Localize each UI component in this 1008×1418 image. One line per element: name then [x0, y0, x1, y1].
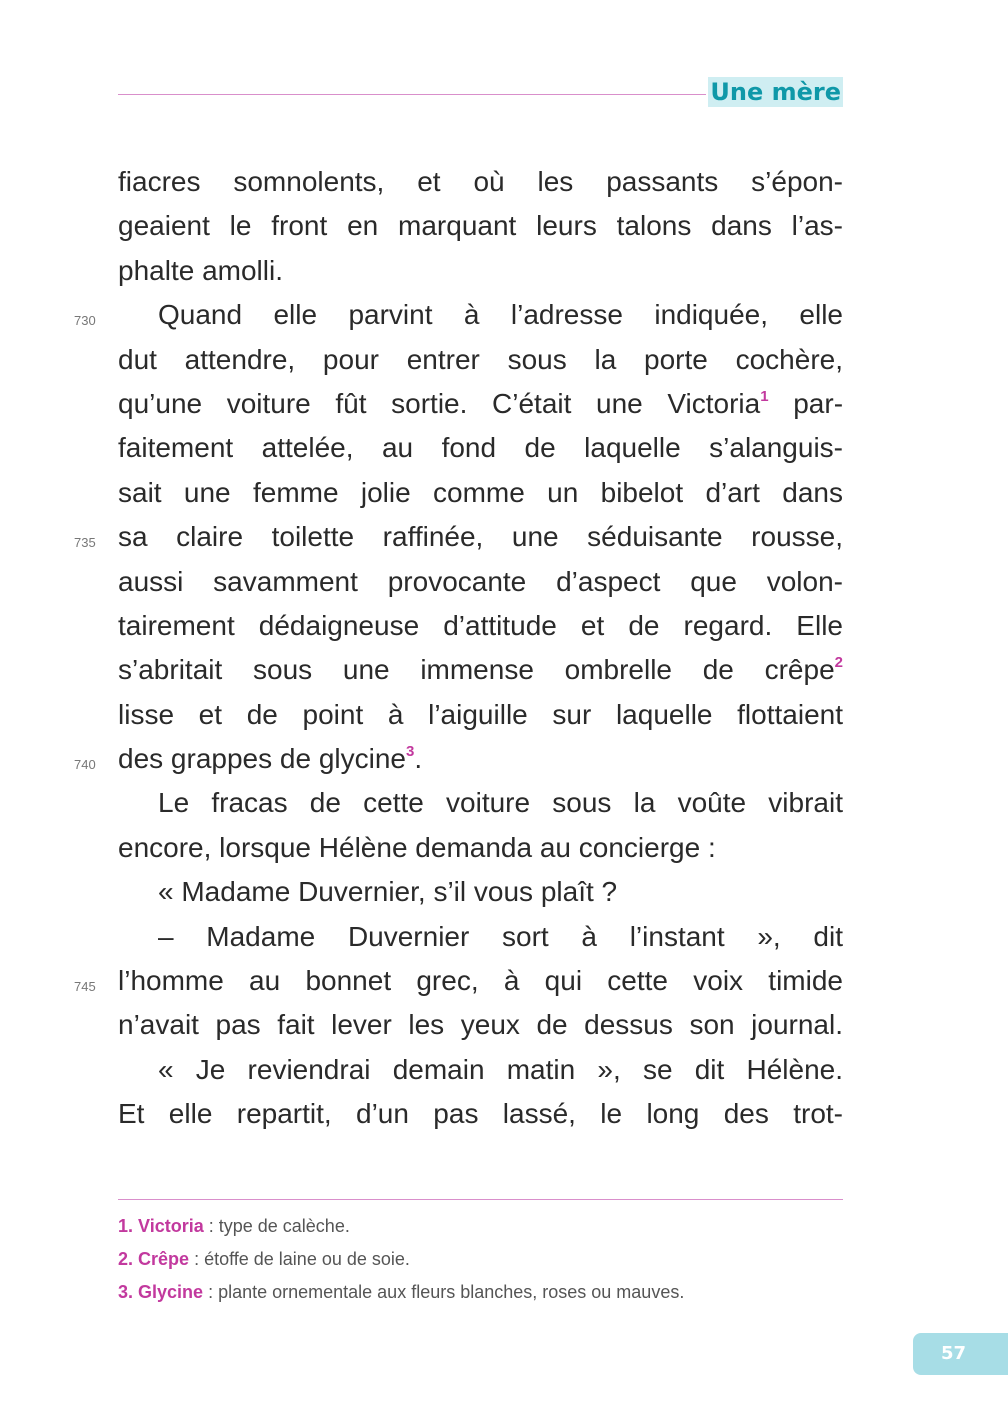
text-segment: qu’une voiture fût sortie. C’était une Victoria: [118, 387, 761, 419]
text-line: lisse et de point à l’aiguille sur laquelle flottaient: [118, 698, 843, 730]
text-segment: des grappes de glycine: [118, 743, 406, 775]
text-line: [118, 737, 843, 781]
line-number: 730: [74, 313, 96, 328]
text-line: n’avait pas fait lever les yeux de dessus son journal.: [118, 1009, 843, 1041]
footnote-mark[interactable]: 2: [834, 654, 843, 672]
footnote-mark[interactable]: 3: [405, 743, 415, 761]
text-line: – Madame Duvernier sort à l’instant », dit: [158, 920, 843, 952]
text-line: « Je reviendrai demain matin », se dit Hélène.: [158, 1053, 843, 1085]
line-number: 745: [74, 979, 96, 994]
text-segment: .: [414, 743, 423, 775]
footnote-term: Glycine: [138, 1282, 204, 1302]
text-line: phalte amolli.: [118, 254, 283, 286]
footnote-text: : plante ornementale aux fleurs blanches, roses ou mauves.: [203, 1282, 685, 1302]
page-number: 57: [913, 1333, 1008, 1375]
footnote-term: Victoria: [138, 1216, 204, 1236]
text-line: tairement dédaigneuse d’attitude et de regard. Elle: [118, 609, 843, 641]
text-line: Le fracas de cette voiture sous la voûte vibrait: [158, 787, 843, 819]
text-line: « Madame Duvernier, s’il vous plaît ?: [158, 876, 618, 908]
footnote-text: : étoffe de laine ou de soie.: [189, 1249, 410, 1269]
text-line: l’homme au bonnet grec, à qui cette voix timide: [118, 965, 843, 997]
text-line: dut attendre, pour entrer sous la porte cochère,: [118, 343, 843, 375]
text-line: Quand elle parvint à l’adresse indiquée, elle: [158, 299, 843, 331]
header-rule: [118, 94, 706, 95]
text-line: Et elle repartit, d’un pas lassé, le long des trot-: [118, 1098, 843, 1130]
footnote-rule: [118, 1199, 843, 1200]
text-line: sa claire toilette raffinée, une séduisante rousse,: [118, 521, 843, 553]
text-line: sait une femme jolie comme un bibelot d’art dans: [118, 476, 843, 508]
text-line: aussi savamment provocante d’aspect que volon-: [118, 565, 843, 597]
footnote-item: [118, 1245, 843, 1278]
text-line: [118, 648, 843, 692]
text-line: encore, lorsque Hélène demanda au concierge :: [118, 831, 716, 863]
chapter-title: Une mère: [710, 78, 841, 106]
text-line: fiacres somnolents, et où les passants s’épon-: [118, 166, 843, 197]
footnote-mark[interactable]: 1: [760, 387, 769, 405]
line-number: 740: [74, 757, 96, 772]
line-number: 735: [74, 535, 96, 550]
text-line: [118, 382, 843, 426]
footnote-number: 1.: [118, 1216, 134, 1236]
text-segment: par-: [793, 387, 844, 419]
footnote-item: [118, 1212, 843, 1245]
footnote-number: 2.: [118, 1249, 134, 1269]
text-line: geaient le front en marquant leurs talons dans l’as-: [118, 210, 843, 242]
footnote-term: Crêpe: [138, 1249, 190, 1269]
footnotes: [118, 1212, 843, 1311]
body-text: [118, 160, 843, 1137]
footnote-text: : type de calèche.: [203, 1216, 350, 1236]
text-line: faitement attelée, au fond de laquelle s’alanguis-: [118, 432, 843, 464]
footnote-item: [118, 1278, 843, 1311]
footnote-number: 3.: [118, 1282, 134, 1302]
text-segment: s’abritait sous une immense ombrelle de crêpe: [118, 654, 835, 686]
